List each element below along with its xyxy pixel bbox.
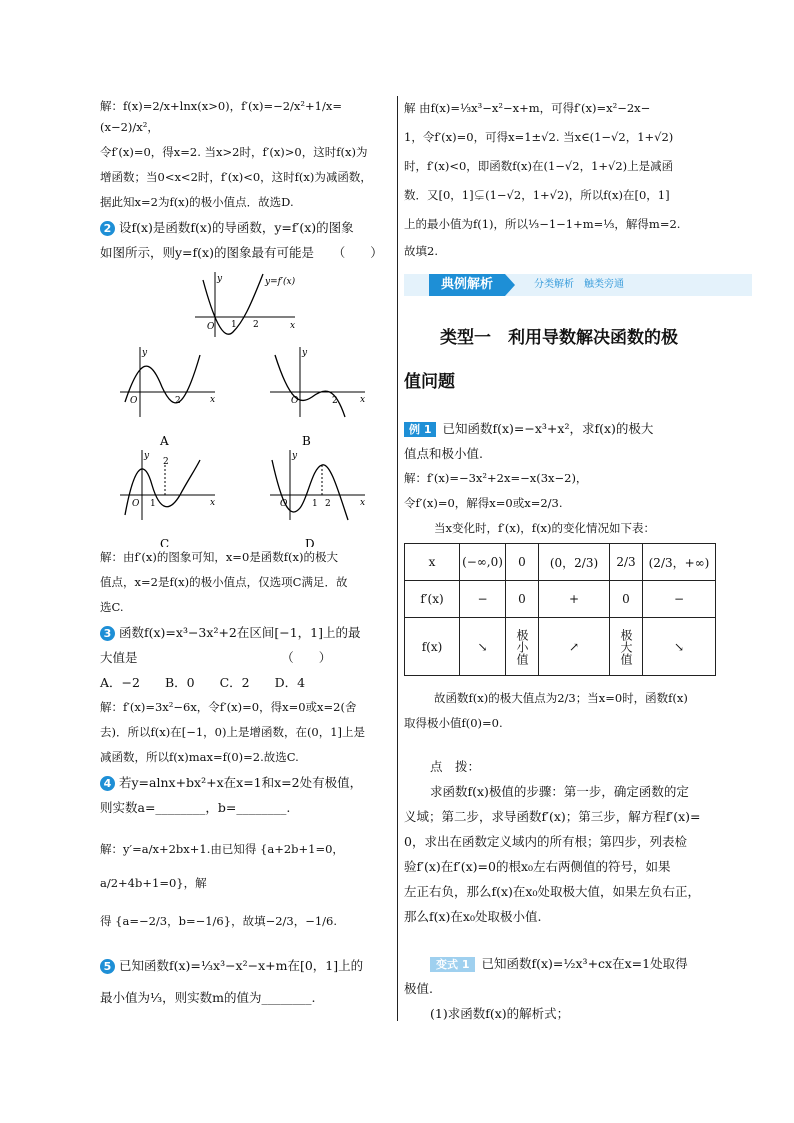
text-line: 上的最小值为f(1)，所以⅓−1−1+m=⅓，解得m=2. (404, 217, 681, 231)
table-cell: 极大值 (610, 618, 643, 676)
text-line: 1，令f′(x)=0，可得x=1±√2. 当x∈(1−√2，1+√2) (404, 130, 674, 144)
tick-label: 2 (253, 320, 259, 330)
question-number-badge: 4 (100, 776, 115, 791)
text-line: 解：y′=a/x+2bx+1.由已知得 {a+2b+1=0，a/2+4b+1=0}，解 (100, 842, 344, 890)
table-row (405, 544, 716, 581)
tip-title: 点 拨： (430, 759, 481, 774)
text-line: 去)．所以f(x)在[−1，0)上是增函数，在(0，1]上是 (100, 725, 366, 739)
svg-text:O: O (132, 499, 140, 509)
svg-text:O: O (291, 396, 299, 406)
question-4 (100, 772, 390, 818)
table-cell: 0 (506, 544, 539, 581)
option-graph-b (270, 347, 365, 448)
option-label: C (160, 537, 170, 547)
variation-table (404, 543, 716, 676)
text-line: 据此知x=2为f(x)的极小值点．故选D. (100, 195, 294, 209)
example-badge: 例 1 (404, 422, 436, 437)
svg-text:1: 1 (150, 499, 156, 509)
svg-text:O: O (280, 499, 288, 509)
text-line: 数．又[0，1]⊊(1−√2，1+√2)，所以f(x)在[0，1] (404, 188, 670, 202)
table-cell: + (539, 581, 610, 618)
table-cell: (2/3，+∞) (643, 544, 716, 581)
variation-1 (404, 953, 752, 1024)
text-line: 时，f′(x)<0，即函数f(x)在(1−√2，1+√2)上是减函 (404, 159, 674, 173)
option-graphs (100, 342, 390, 547)
section-heading: 类型一 利用导数解决函数的极 (440, 328, 678, 348)
table-row (405, 581, 716, 618)
option-graph-a (120, 347, 215, 448)
tip-line: 求函数f(x)极值的步骤：第一步，确定函数的定 (430, 784, 689, 799)
question-number-badge: 3 (100, 626, 115, 641)
axis-label-x: x (290, 321, 296, 331)
origin-label: O (207, 322, 215, 332)
table-cell: 极小值 (506, 618, 539, 676)
table-cell: ↗ (539, 618, 610, 676)
derivative-graph (100, 267, 390, 342)
svg-text:2: 2 (332, 396, 338, 406)
tip-block (404, 756, 752, 927)
svg-text:y: y (142, 348, 148, 358)
choices: A．−2 B．0 C．2 D．4 (100, 675, 306, 690)
example-1 (404, 418, 752, 539)
example-line: 值点和极小值. (404, 446, 483, 461)
svg-text:y: y (292, 451, 298, 461)
solution-3 (100, 697, 390, 768)
table-cell: ↘ (460, 618, 506, 676)
option-label: B (302, 434, 311, 448)
question-number-badge: 2 (100, 221, 115, 236)
text-line: 令f′(x)=0，得x=2. 当x>2时，f′(x)>0，这时f(x)为 (100, 145, 368, 159)
text-line: 增函数；当0<x<2时，f′(x)<0，这时f(x)为减函数， (100, 170, 372, 184)
text-line: 值点，x=2是f(x)的极小值点，仅选项C满足．故 (100, 575, 348, 589)
solution-1 (100, 96, 390, 213)
option-graph-c (120, 450, 215, 547)
curve-label: y=f′(x) (265, 277, 296, 287)
left-column (100, 96, 390, 1016)
axis-label-y: y (217, 274, 223, 284)
text-line: 选C. (100, 600, 124, 614)
option-label: A (160, 434, 169, 448)
text-line: 解 由f(x)=⅓x³−x²−x+m，可得f′(x)=x²−2x− (404, 101, 651, 115)
svg-text:O: O (130, 396, 138, 406)
table-cell: (−∞,0) (460, 544, 506, 581)
svg-text:y: y (302, 348, 308, 358)
question-line: 3 函数f(x)=x³−3x²+2在区间[−1，1]上的最 (100, 622, 390, 643)
text-line: 故填2. (404, 244, 438, 258)
tip-line: 验f′(x)在f′(x)=0的根x₀左右两侧值的符号，如果 (404, 859, 671, 874)
example-1-conclusion (404, 688, 752, 734)
question-number-badge: 5 (100, 959, 115, 974)
question-line: 最小值为⅓，则实数m的值为________. (100, 990, 316, 1005)
solution-4 (100, 832, 390, 938)
text-line: 当x变化时，f′(x)，f(x)的变化情况如下表： (434, 521, 656, 535)
text-line: 解：f′(x)=−3x²+2x=−x(3x−2)， (404, 471, 588, 485)
question-line: 5 已知函数f(x)=⅓x³−x²−x+m在[0，1]上的 (100, 952, 390, 980)
svg-text:2: 2 (175, 396, 181, 406)
text-line: 故函数f(x)的极大值点为2/3；当x=0时，函数f(x) (434, 691, 688, 705)
table-row (405, 618, 716, 676)
section-banner-subtitle: 分类解析 触类旁通 (534, 279, 624, 290)
tick-label: 1 (231, 320, 237, 330)
table-cell: x (405, 544, 460, 581)
solution-2 (100, 547, 390, 618)
text-line: 解：由f′(x)的图象可知，x=0是函数f(x)的极大 (100, 550, 338, 564)
text-line: 解：f(x)=2/x+lnx(x>0)，f′(x)=−2/x²+1/x=(x−2)/x²， (100, 99, 342, 134)
section-banner-tag: 典例解析 (429, 274, 505, 296)
solution-5 (404, 96, 752, 262)
table-cell: f(x) (405, 618, 460, 676)
question-2 (100, 217, 390, 263)
question-5 (100, 952, 390, 1012)
variation-line: 极值. (404, 981, 433, 996)
table-cell: (0，2/3) (539, 544, 610, 581)
question-line: 则实数a=________，b=________. (100, 800, 291, 815)
table-cell: − (460, 581, 506, 618)
example-line: 例 1 已知函数f(x)=−x³+x²，求f(x)的极大 (404, 418, 752, 439)
question-line: 4 若y=alnx+bx²+x在x=1和x=2处有极值， (100, 772, 390, 793)
svg-text:x: x (210, 498, 216, 508)
table-cell: ↘ (643, 618, 716, 676)
section-banner (404, 274, 752, 296)
variation-badge: 变式 1 (430, 957, 475, 972)
svg-text:2: 2 (163, 457, 169, 467)
tip-line: 左正右负，那么f(x)在x₀处取极大值，如果左负右正， (404, 884, 700, 899)
text-line: 解：f′(x)=3x²−6x，令f′(x)=0，得x=0或x=2(舍 (100, 700, 357, 714)
svg-text:x: x (210, 395, 216, 405)
tip-line: 义域；第二步，求导函数f′(x)；第三步，解方程f′(x)= (404, 809, 701, 824)
tip-line: 那么f(x)在x₀处取极小值. (404, 909, 542, 924)
question-line: 如图所示，则y=f(x)的图象最有可能是 （ ） (100, 245, 383, 260)
tip-line: 0，求出在函数定义域内的所有根；第四步，列表检 (404, 834, 687, 849)
question-3 (100, 622, 390, 693)
column-divider (397, 96, 398, 1021)
table-cell: 2/3 (610, 544, 643, 581)
text-line: 令f′(x)=0，解得x=0或x=2/3. (404, 496, 563, 510)
right-column (404, 96, 752, 1028)
question-line: 2 设f(x)是函数f(x)的导函数，y=f′(x)的图象 (100, 217, 390, 238)
svg-text:2: 2 (325, 499, 331, 509)
svg-text:x: x (360, 498, 366, 508)
text-line: 减函数，所以f(x)max=f(0)=2.故选C. (100, 750, 299, 764)
section-heading: 值问题 (404, 372, 455, 392)
table-cell: 0 (610, 581, 643, 618)
variation-line: (1)求函数f(x)的解析式； (430, 1006, 570, 1021)
svg-text:x: x (360, 395, 366, 405)
text-line: 得 {a=−2/3，b=−1/6}，故填−2/3，−1/6. (100, 914, 338, 928)
question-line: 大值是 （ ） (100, 650, 332, 665)
option-graph-d (270, 450, 365, 547)
variation-line: 变式 1 已知函数f(x)=½x³+cx在x=1处取得 (404, 953, 752, 974)
svg-text:1: 1 (312, 499, 318, 509)
svg-text:y: y (144, 451, 150, 461)
option-label: D (305, 537, 315, 547)
table-cell: f′(x) (405, 581, 460, 618)
text-line: 取得极小值f(0)=0. (404, 716, 503, 730)
table-cell: 0 (506, 581, 539, 618)
table-cell: − (643, 581, 716, 618)
